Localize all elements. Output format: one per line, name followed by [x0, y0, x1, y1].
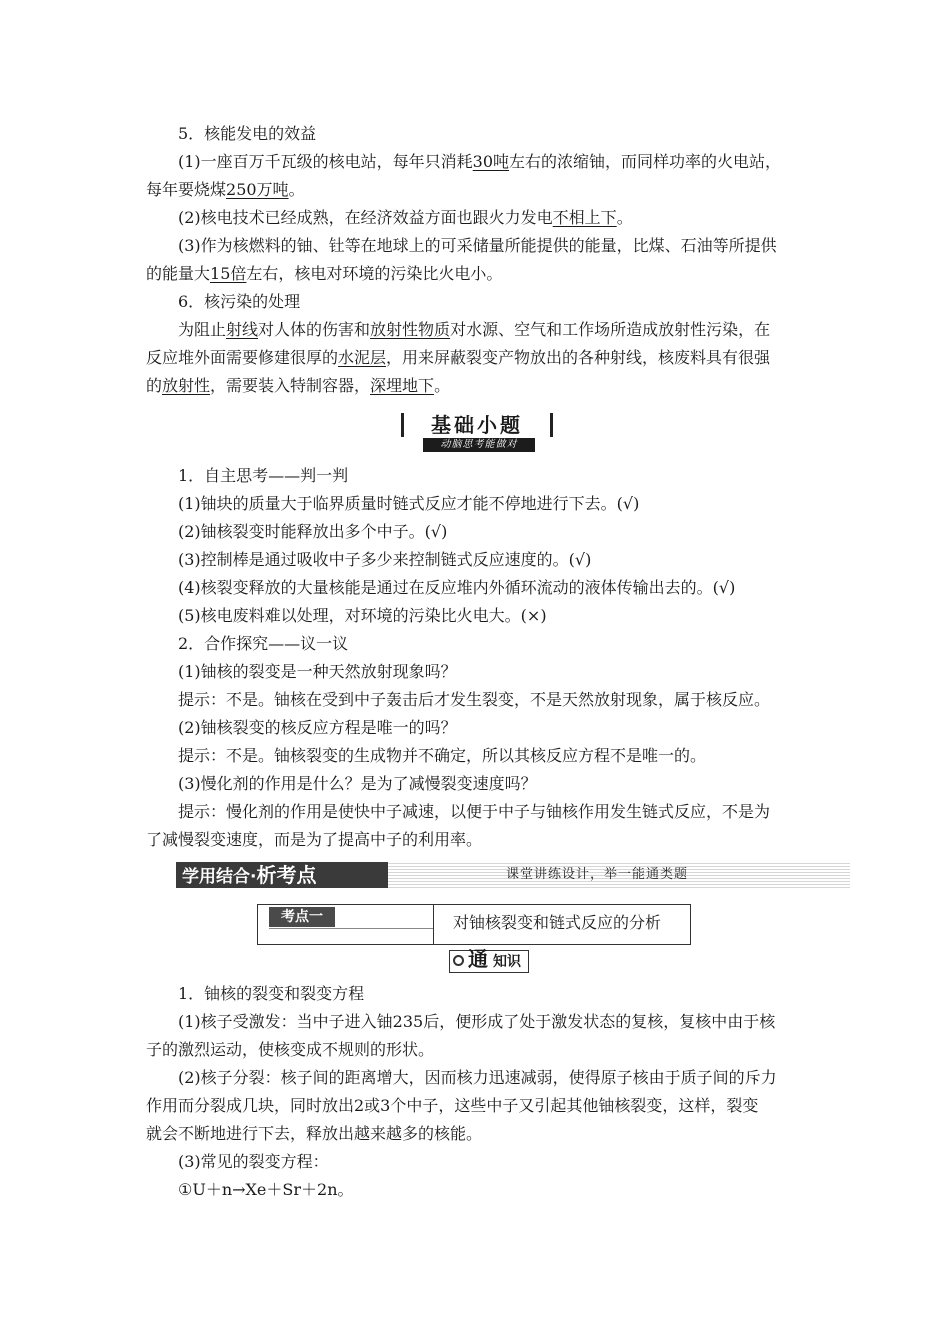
- text: (2)核电技术已经成熟，在经济效益方面也跟火力发电: [178, 208, 553, 227]
- sub-question: (3)慢化剂的作用是什么？是为了减慢裂变速度吗？: [178, 774, 537, 793]
- paragraph-cont: [146, 176, 810, 204]
- list-item: (3)控制棒是通过吸收中子多少来控制链式反应速度的。(√): [178, 550, 592, 569]
- paragraph: [178, 148, 842, 176]
- underlined-answer: 水泥层: [338, 348, 387, 367]
- paragraph: (3)作为核燃料的铀、钍等在地球上的可采储量所能提供的能量，比煤、石油等所提供: [178, 236, 777, 255]
- underlined-answer: 深埋地下: [370, 376, 435, 395]
- paragraph-cont: 作用而分裂成几块，同时放出2或3个中子，这些中子又引起其他铀核裂变，这样，裂变: [146, 1096, 759, 1115]
- underlined-answer: 放射性: [162, 376, 211, 395]
- paragraph: (2)核子分裂：核子间的距离增大，因而核力迅速减弱，使得原子核由于质子间的斥力: [178, 1068, 777, 1087]
- banner-subtitle: 课堂讲练设计，举一能通类题: [506, 867, 689, 882]
- underlined-answer: 射线: [226, 320, 259, 339]
- text: 反应堆外面需要修建很厚的: [146, 348, 339, 367]
- text: 。: [434, 376, 451, 395]
- key-point-label: 考点一: [269, 907, 335, 927]
- equation: ①U＋n→Xe＋Sr＋2n。: [178, 1180, 354, 1199]
- text: 左右，核电对环境的污染比火电小。: [246, 264, 503, 283]
- hint-cont: 了减慢裂变速度，而是为了提高中子的利用率。: [146, 830, 483, 849]
- text: 对人体的伤害和: [258, 320, 371, 339]
- fission-title: 1．铀核的裂变和裂变方程: [178, 984, 365, 1003]
- text: 左右的浓缩铀，而同样功率的火电站，: [509, 152, 782, 171]
- key-point-title: 对铀核裂变和链式反应的分析: [453, 913, 662, 932]
- underlined-answer: 250万吨: [226, 180, 289, 199]
- question-1-title: 1．自主思考——判一判: [178, 466, 349, 485]
- underlined-answer: 不相上下: [552, 208, 617, 227]
- text: 为阻止: [178, 320, 227, 339]
- paragraph-cont: [146, 372, 810, 400]
- text: 的: [146, 376, 163, 395]
- underlined-answer: 30吨: [472, 152, 510, 171]
- paragraph: [178, 204, 842, 232]
- underlined-answer: 15倍: [210, 264, 247, 283]
- question-2-title: 2．合作探究——议一议: [178, 634, 349, 653]
- paragraph: (1)核子受激发：当中子进入铀235后，便形成了处于激发状态的复核，复核中由于核: [178, 1012, 776, 1031]
- knowledge-badge: [449, 947, 529, 973]
- hint: 提示：慢化剂的作用是使快中子减速，以便于中子与铀核作用发生链式反应，不是为: [178, 802, 771, 821]
- basic-questions-badge: [397, 413, 551, 451]
- hint: 提示：不是。铀核在受到中子轰击后才发生裂变，不是天然放射现象，属于核反应。: [178, 690, 771, 709]
- divider: [269, 928, 434, 929]
- list-item: (2)铀核裂变时能释放出多个中子。(√): [178, 522, 448, 541]
- badge-subtitle: 动脑思考能做对: [423, 438, 535, 452]
- sub-question: (1)铀核的裂变是一种天然放射现象吗？: [178, 662, 457, 681]
- paragraph-cont: [146, 260, 810, 288]
- divider: [433, 905, 434, 944]
- text: 对水源、空气和工作场所造成放射性污染，在: [450, 320, 771, 339]
- paragraph-cont: 就会不断地进行下去，释放出越来越多的核能。: [146, 1124, 483, 1143]
- list-item: (5)核电废料难以处理，对环境的污染比火电大。(×): [178, 606, 547, 625]
- paragraph-cont: 子的激烈运动，使核变成不规则的形状。: [146, 1040, 435, 1059]
- paragraph-cont: [146, 344, 810, 372]
- sub-question: (2)铀核裂变的核反应方程是唯一的吗？: [178, 718, 457, 737]
- knowledge-badge-small: 知识: [493, 954, 521, 970]
- text: 的能量大: [146, 264, 211, 283]
- banner-title-bold: 析考点: [256, 863, 317, 887]
- section-6-title: 6．核污染的处理: [178, 292, 301, 311]
- hint: 提示：不是。铀核裂变的生成物并不确定，所以其核反应方程不是唯一的。: [178, 746, 707, 765]
- text: ，用来屏蔽裂变产物放出的各种射线，核废料具有很强: [386, 348, 771, 367]
- banner-title: [176, 862, 388, 888]
- key-point-box: [257, 904, 691, 945]
- text: 。: [616, 208, 633, 227]
- section-banner: [176, 862, 850, 888]
- list-item: (4)核裂变释放的大量核能是通过在反应堆内外循环流动的液体传输出去的。(√): [178, 578, 736, 597]
- text: (1)一座百万千瓦级的核电站，每年只消耗: [178, 152, 473, 171]
- circle-icon: [453, 955, 464, 966]
- underlined-answer: 放射性物质: [370, 320, 451, 339]
- section-5-title: 5．核能发电的效益: [178, 124, 317, 143]
- paragraph: [178, 316, 842, 344]
- list-item: (1)铀块的质量大于临界质量时链式反应才能不停地进行下去。(√): [178, 494, 640, 513]
- text: 每年要烧煤: [146, 180, 227, 199]
- text: ，需要装入特制容器，: [210, 376, 371, 395]
- paragraph: (3)常见的裂变方程：: [178, 1152, 329, 1171]
- badge-title: 基础小题: [401, 413, 553, 437]
- text: 。: [288, 180, 305, 199]
- banner-title-left: 学用结合·: [182, 867, 257, 887]
- knowledge-badge-big: 通: [468, 947, 488, 971]
